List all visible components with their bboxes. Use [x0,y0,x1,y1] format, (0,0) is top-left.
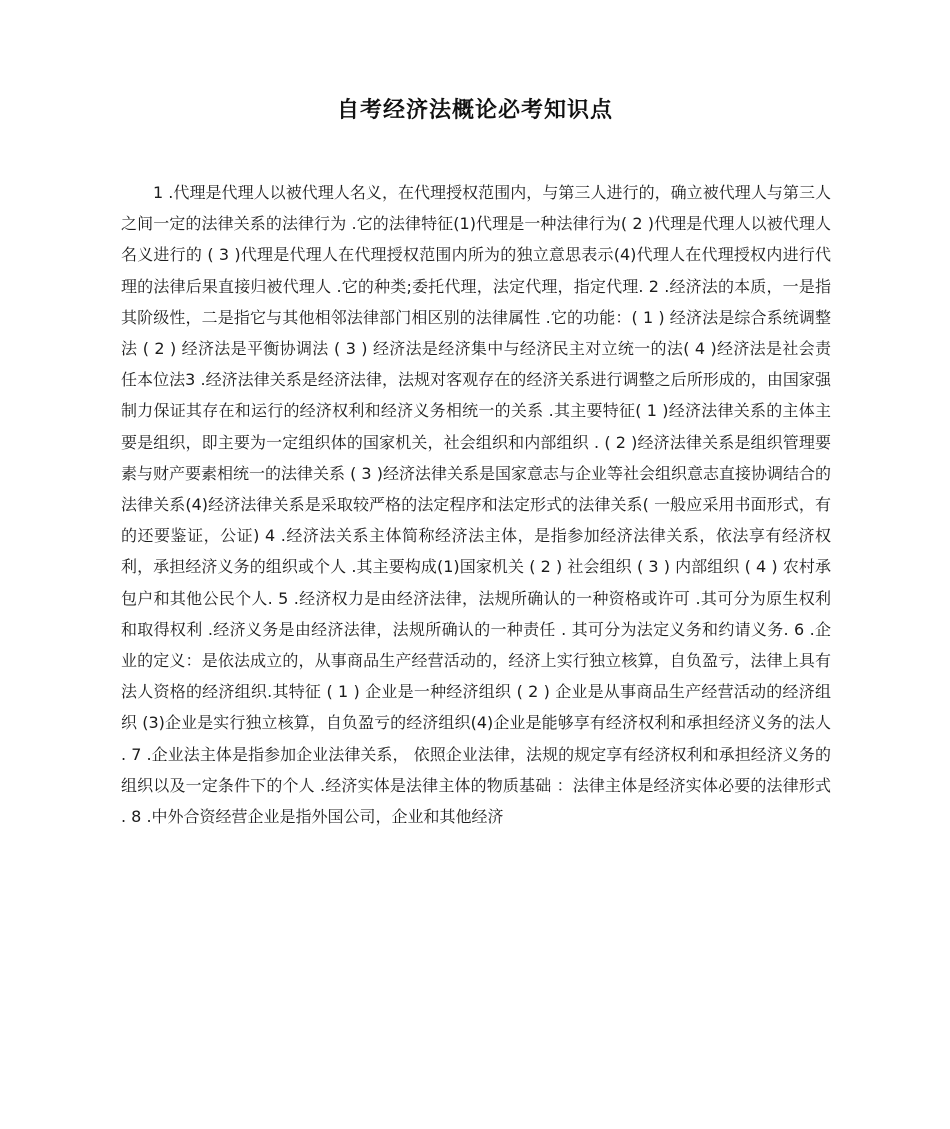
document-body-paragraph: 1 .代理是代理人以被代理人名义，在代理授权范围内，与第三人进行的，确立被代理人与第三人之间一定的法律关系的法律行为 .它的法律特征(1)代理是一种法律行为( 2 )代理是代理人以被代理人名义进行的 ( 3 )代理是代理人在代理授权范围内所为的独立意思表示(4)代理人在代理授权内进行代理的法律后果直接归被代理人 .它的种类;委托代理，法定代理，指定代理. 2 .经济法的本质，一是指其阶级性，二是指它与其他相邻法律部门相区别的法律属性 .它的功能：( 1 ) 经济法是综合系统调整法 ( 2 ) 经济法是平衡协调法 ( 3 ) 经济法是经济集中与经济民主对立统一的法( 4 )经济法是社会责任本位法3 .经济法律关系是经济法律，法规对客观存在的经济关系进行调整之后所形成的，由国家强制力保证其存在和运行的经济权利和经济义务相统一的关系 .其主要特征( 1 )经济法律关系的主体主要是组织，即主要为一定组织体的国家机关，社会组织和内部组织 . ( 2 )经济法律关系是组织管理要素与财产要素相统一的法律关系 ( 3 )经济法律关系是国家意志与企业等社会组织意志直接协调结合的法律关系(4)经济法律关系是采取较严格的法定程序和法定形式的法律关系( 一般应采用书面形式，有的还要鉴证，公证) 4 .经济法关系主体简称经济法主体，是指参加经济法律关系，依法享有经济权利，承担经济义务的组织或个人 .其主要构成(1)国家机关 ( 2 ) 社会组织 ( 3 ) 内部组织 ( 4 ) 农村承包户和其他公民个人. 5 .经济权力是由经济法律，法规所确认的一种资格或许可 .其可分为原生权利和取得权利 .经济义务是由经济法律，法规所确认的一种责任 . 其可分为法定义务和约请义务. 6 .企业的定义：是依法成立的，从事商品生产经营活动的，经济上实行独立核算，自负盈亏，法律上具有法人资格的经济组织.其特征 ( 1 ) 企业是一种经济组织 ( 2 ) 企业是从事商品生产经营活动的经济组织 (3)企业是实行独立核算，自负盈亏的经济组织(4)企业是能够享有经济权利和承担经济义务的法人 . 7 .企业法主体是指参加企业法律关系， 依照企业法律，法规的规定享有经济权利和承担经济义务的组织以及一定条件下的个人 .经济实体是法律主体的物质基础 ：法律主体是经济实体必要的法律形式 . 8 .中外合资经营企业是指外国公司，企业和其他经济 [121,183,831,827]
document-title: 自考经济法概论必考知识点 [336,98,613,123]
